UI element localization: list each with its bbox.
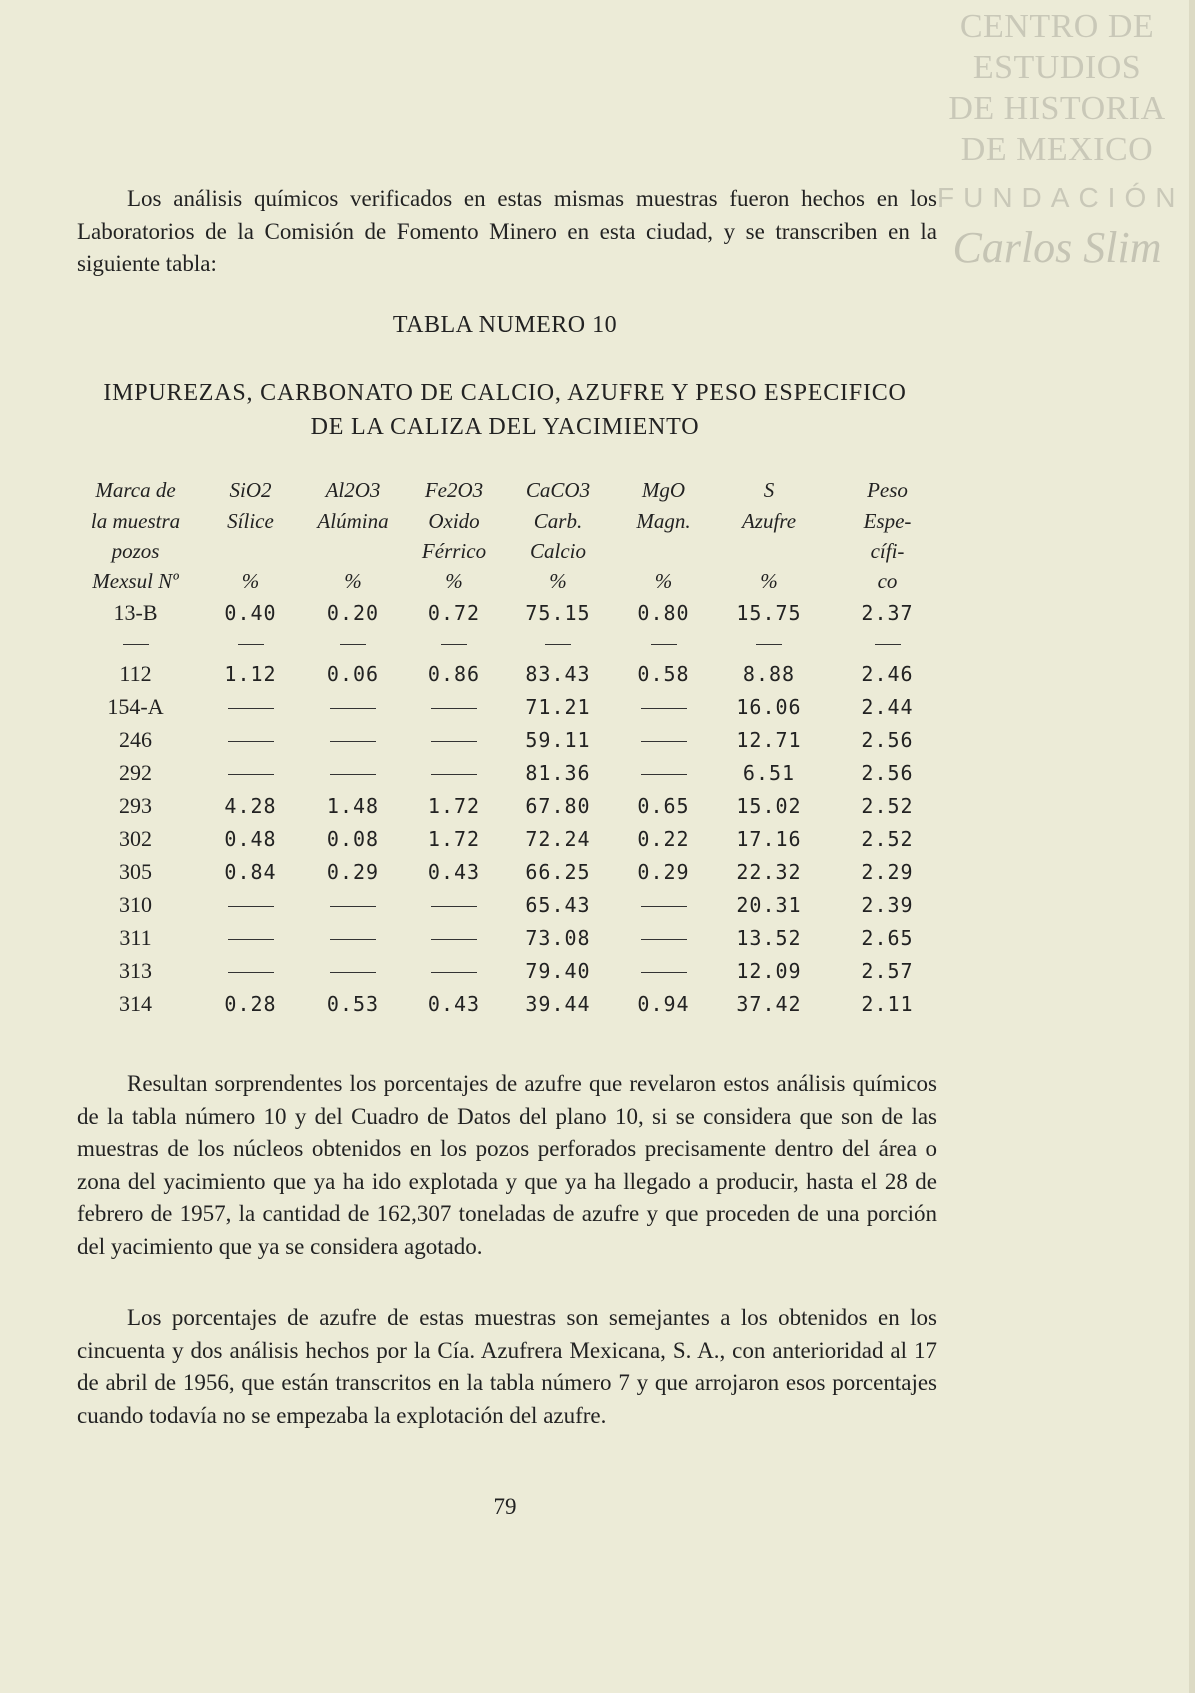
table-title: TABLA NUMERO 10	[392, 312, 618, 338]
empty-dash-cell	[612, 888, 715, 921]
sample-id-cell: 112	[119, 660, 152, 686]
dash-mark	[641, 741, 687, 742]
table-row	[72, 723, 952, 756]
value-cell: 67.80	[525, 793, 591, 818]
watermark-line: CENTRO DE	[959, 8, 1155, 45]
dash-mark	[228, 708, 274, 709]
watermark	[937, 6, 1185, 273]
value-cell: 15.75	[736, 600, 802, 625]
empty-dash-cell	[302, 888, 404, 921]
header-row	[72, 474, 952, 506]
watermark-foundation: FUNDACIÓN	[937, 182, 1185, 213]
paragraph-2: Resultan sorprendentes los porcentajes de azufre que revelaron estos análisis químicos de la tabla número 10 y del Cuadro de Datos del plano 10, si se considera que son de las muestras de los núcleos obtenidos en los pozos perforados precisamente dentro del área o zona del yacimiento que ya ha ido explotada y que ya ha llegado a producir, hasta el 28 de febrero de 1957, la cantidad de 162,307 toneladas de azufre y que proceden de una porción del yacimiento que ya se considera agotado.	[77, 1071, 937, 1259]
value-cell: 2.46	[861, 661, 914, 686]
empty-dash-cell	[612, 756, 715, 789]
table-row	[72, 789, 952, 822]
dash-mark	[330, 741, 376, 742]
dash-mark	[431, 939, 477, 940]
dash-mark	[641, 708, 687, 709]
separator-cell	[199, 629, 302, 657]
dash-mark	[330, 939, 376, 940]
header-cell	[302, 536, 404, 566]
header-cell: cífi-	[870, 538, 905, 563]
table-row	[72, 888, 952, 921]
value-cell: 72.24	[525, 826, 591, 851]
value-cell: 2.29	[861, 859, 914, 884]
header-cell	[715, 536, 823, 566]
header-cell: co	[877, 568, 898, 593]
value-cell: 73.08	[525, 925, 591, 950]
value-cell: 0.80	[637, 600, 690, 625]
value-cell: 0.72	[427, 600, 481, 625]
empty-dash-cell	[404, 756, 504, 789]
value-cell: 59.11	[525, 727, 591, 752]
value-cell: 0.43	[427, 991, 481, 1016]
value-cell: 0.08	[326, 826, 380, 851]
separator-cell	[612, 629, 715, 657]
header-cell: MgO	[641, 477, 686, 502]
dash-mark	[330, 906, 376, 907]
table-header	[72, 474, 952, 596]
value-cell: 0.29	[637, 859, 690, 884]
dash-mark	[228, 972, 274, 973]
dash-mark	[641, 774, 687, 775]
table-row	[72, 596, 952, 629]
header-cell: pozos	[111, 538, 160, 563]
value-cell: 2.37	[861, 600, 914, 625]
value-cell: 1.48	[326, 793, 380, 818]
value-cell: 0.86	[427, 661, 481, 686]
dash-mark	[228, 939, 274, 940]
value-cell: 79.40	[525, 958, 591, 983]
empty-dash-cell	[302, 690, 404, 723]
value-cell: 2.11	[861, 991, 914, 1016]
value-cell: 37.42	[736, 991, 802, 1016]
dash-mark	[641, 939, 687, 940]
header-cell	[199, 536, 302, 566]
paragraph-3: Los porcentajes de azufre de estas muestras son semejantes a los obtenidos en los cincuenta y dos análisis hechos por la Cía. Azufrera Mexicana, S. A., con anterioridad al 17 de abril de 1956, que están transcritos en la tabla número 7 y que arrojaron esos porcentajes cuando todavía no se empezaba la explotación del azufre.	[77, 1305, 937, 1428]
table-body	[72, 596, 952, 1020]
sample-id-cell: 246	[119, 726, 152, 752]
header-row	[72, 506, 952, 536]
value-cell: 2.56	[861, 727, 914, 752]
table-row	[72, 657, 952, 690]
dash-mark	[756, 644, 782, 645]
empty-dash-cell	[404, 921, 504, 954]
header-cell: Magn.	[636, 508, 691, 533]
dash-mark	[431, 774, 477, 775]
separator-cell	[72, 629, 199, 657]
sample-id-cell: 313	[119, 957, 152, 983]
dash-mark	[340, 644, 366, 645]
separator-cell	[302, 629, 404, 657]
value-cell: 39.44	[525, 991, 591, 1016]
header-cell: la muestra	[90, 508, 181, 533]
value-cell: 22.32	[736, 859, 802, 884]
sample-id-cell: 310	[119, 891, 152, 917]
header-cell: Oxido	[428, 508, 480, 533]
table-row	[72, 987, 952, 1020]
table-row	[72, 855, 952, 888]
header-cell: %	[549, 568, 567, 593]
table-row	[72, 921, 952, 954]
table-row	[72, 954, 952, 987]
header-cell: SiO2	[229, 477, 272, 502]
value-cell: 12.71	[736, 727, 802, 752]
sample-id-cell: 293	[119, 792, 152, 818]
sample-id-cell: 311	[119, 924, 152, 950]
empty-dash-cell	[612, 921, 715, 954]
value-cell: 0.29	[326, 859, 380, 884]
header-cell: CaCO3	[525, 477, 591, 502]
dash-mark	[431, 972, 477, 973]
empty-dash-cell	[302, 756, 404, 789]
header-cell: %	[760, 568, 778, 593]
header-cell: Carb.	[533, 508, 583, 533]
value-cell: 8.88	[742, 661, 796, 686]
header-cell: Marca de	[95, 477, 176, 502]
header-cell: %	[344, 568, 362, 593]
empty-dash-cell	[302, 921, 404, 954]
sample-id-cell: 305	[119, 858, 152, 884]
header-cell	[612, 536, 715, 566]
value-cell: 0.28	[224, 991, 277, 1016]
header-cell: Sílice	[227, 508, 274, 533]
header-cell: %	[445, 568, 463, 593]
header-cell: Azufre	[741, 508, 797, 533]
value-cell: 2.52	[861, 826, 914, 851]
sample-id-cell: 302	[119, 825, 152, 851]
intro-paragraph: Los análisis químicos verificados en estas mismas muestras fueron hechos en los Laboratorios de la Comisión de Fomento Minero en esta ciudad, y se transcriben en la siguiente tabla:	[77, 186, 937, 276]
header-cell: Alúmina	[317, 508, 389, 533]
header-cell: %	[654, 568, 673, 593]
value-cell: 16.06	[736, 694, 802, 719]
header-row	[72, 536, 952, 566]
header-cell: Al2O3	[325, 477, 381, 502]
value-cell: 71.21	[525, 694, 591, 719]
header-cell: Peso	[867, 477, 908, 502]
header-cell: Férrico	[421, 538, 487, 563]
dash-mark	[545, 644, 571, 645]
separator-cell	[715, 629, 823, 657]
value-cell: 65.43	[525, 892, 591, 917]
table-row	[72, 690, 952, 723]
analysis-table	[72, 474, 952, 1020]
dash-mark	[228, 774, 274, 775]
separator-cell	[823, 629, 952, 657]
sample-id-cell: 13-B	[113, 599, 158, 625]
empty-dash-cell	[612, 690, 715, 723]
empty-dash-cell	[199, 690, 302, 723]
dash-mark	[431, 906, 477, 907]
value-cell: 17.16	[736, 826, 802, 851]
value-cell: 13.52	[736, 925, 802, 950]
value-cell: 0.94	[637, 991, 690, 1016]
empty-dash-cell	[404, 690, 504, 723]
dash-mark	[431, 741, 477, 742]
dash-mark	[431, 708, 477, 709]
value-cell: 0.43	[427, 859, 481, 884]
header-row	[72, 566, 952, 596]
dash-mark	[641, 906, 687, 907]
value-cell: 0.48	[224, 826, 277, 851]
sample-id-cell: 292	[119, 759, 152, 785]
empty-dash-cell	[199, 921, 302, 954]
dash-mark	[441, 644, 467, 645]
separator-cell	[404, 629, 504, 657]
header-cell: Espe-	[863, 508, 912, 533]
dash-mark	[330, 972, 376, 973]
table-row	[72, 756, 952, 789]
empty-dash-cell	[302, 723, 404, 756]
empty-dash-cell	[199, 888, 302, 921]
value-cell: 66.25	[525, 859, 591, 884]
value-cell: 0.84	[224, 859, 277, 884]
empty-dash-cell	[612, 723, 715, 756]
value-cell: 15.02	[736, 793, 802, 818]
watermark-line: DE MEXICO	[960, 131, 1154, 168]
dash-mark	[651, 644, 677, 645]
value-cell: 0.06	[326, 661, 380, 686]
header-cell: Calcio	[530, 538, 586, 563]
table-row	[72, 822, 952, 855]
header-cell: Mexsul Nº	[92, 568, 179, 593]
value-cell: 0.58	[637, 661, 690, 686]
header-cell: S	[763, 477, 775, 502]
value-cell: 0.40	[224, 600, 277, 625]
value-cell: 0.65	[637, 793, 690, 818]
empty-dash-cell	[302, 954, 404, 987]
empty-dash-cell	[404, 888, 504, 921]
empty-dash-cell	[404, 954, 504, 987]
separator-cell	[504, 629, 612, 657]
dash-mark	[228, 741, 274, 742]
value-cell: 12.09	[736, 958, 802, 983]
value-cell: 20.31	[736, 892, 802, 917]
value-cell: 1.12	[224, 661, 277, 686]
page-number: 79	[493, 1494, 517, 1519]
value-cell: 2.57	[861, 958, 914, 983]
dash-mark	[228, 906, 274, 907]
sample-id-cell: 314	[119, 990, 152, 1016]
empty-dash-cell	[404, 723, 504, 756]
header-cell: Fe2O3	[424, 477, 484, 502]
value-cell: 0.20	[326, 600, 380, 625]
dash-mark	[238, 644, 264, 645]
watermark-signature: Carlos Slim	[952, 223, 1162, 272]
watermark-line: ESTUDIOS	[972, 49, 1142, 86]
sample-id-cell: 154-A	[107, 693, 164, 719]
dash-mark	[330, 774, 376, 775]
separator-row	[72, 629, 952, 657]
value-cell: 2.65	[861, 925, 914, 950]
watermark-line: DE HISTORIA	[948, 90, 1166, 127]
value-cell: 83.43	[525, 661, 591, 686]
empty-dash-cell	[199, 756, 302, 789]
value-cell: 2.39	[861, 892, 914, 917]
empty-dash-cell	[199, 723, 302, 756]
value-cell: 0.53	[326, 991, 380, 1016]
dash-mark	[875, 644, 901, 645]
header-cell: %	[241, 568, 260, 593]
value-cell: 0.22	[637, 826, 690, 851]
value-cell: 2.52	[861, 793, 914, 818]
value-cell: 1.72	[427, 826, 481, 851]
value-cell: 75.15	[525, 600, 591, 625]
dash-mark	[641, 972, 687, 973]
dash-mark	[123, 644, 149, 645]
empty-dash-cell	[612, 954, 715, 987]
value-cell: 81.36	[525, 760, 591, 785]
empty-dash-cell	[199, 954, 302, 987]
dash-mark	[330, 708, 376, 709]
value-cell: 2.44	[861, 694, 914, 719]
page-edge	[1189, 0, 1195, 1693]
value-cell: 6.51	[742, 760, 796, 785]
value-cell: 1.72	[427, 793, 481, 818]
value-cell: 4.28	[224, 793, 277, 818]
value-cell: 2.56	[861, 760, 914, 785]
table-subtitle: IMPUREZAS, CARBONATO DE CALCIO, AZUFRE Y PESO ESPECIFICO DE LA CALIZA DEL YACIMIENTO	[103, 380, 907, 440]
